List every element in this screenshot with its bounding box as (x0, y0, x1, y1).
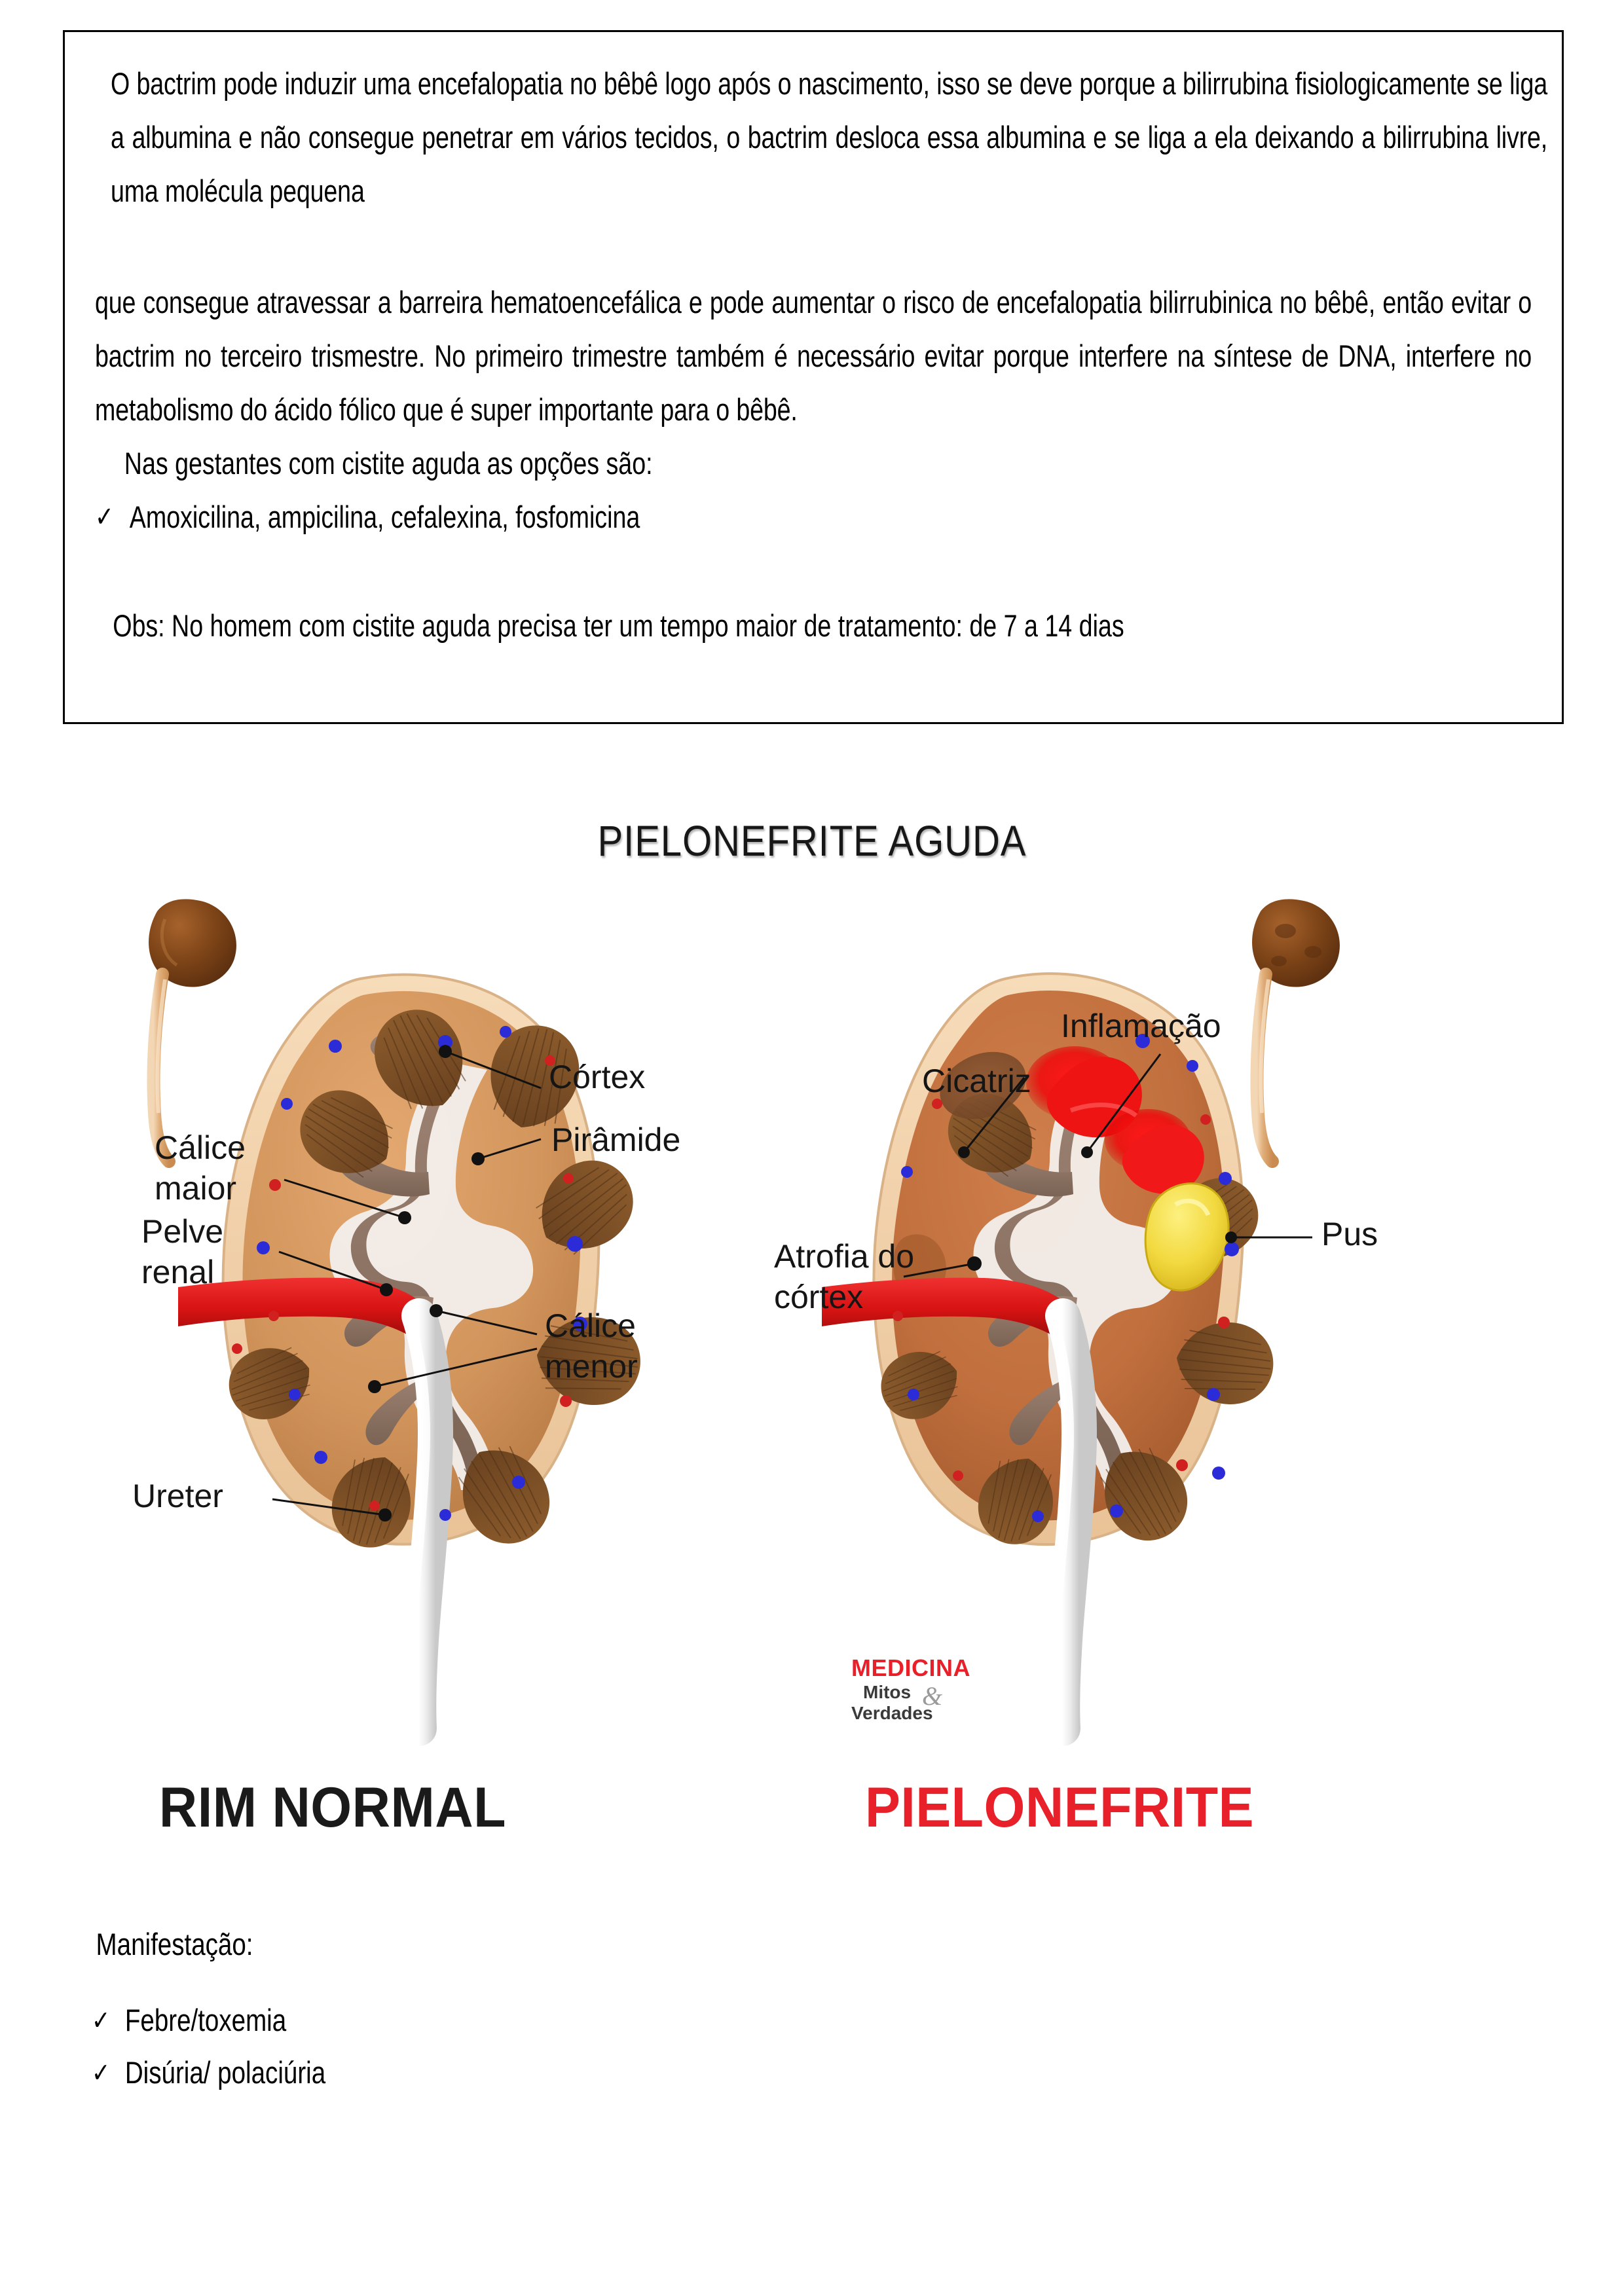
label-ureter: Ureter (132, 1478, 223, 1514)
list-item (92, 1994, 951, 2047)
label-calice-menor-line2: menor (545, 1348, 638, 1385)
obs-line-homem-cistite: Obs: No homem com cistite aguda precisa ter um tempo maior de tratamento: de 7 a 14 dias (113, 608, 1124, 643)
intro-line-gestantes: Nas gestantes com cistite aguda as opções são: (124, 446, 653, 481)
watermark-ampersand: & (922, 1681, 943, 1711)
checkmark-icon: ✓ (92, 2005, 111, 2036)
label-piramide: Pirâmide (551, 1121, 681, 1158)
label-atrofia-line1: Atrofia do (774, 1238, 915, 1275)
watermark-line-mitos: Mitos (863, 1682, 912, 1702)
label-pelve-renal-line1: Pelve (141, 1213, 224, 1250)
bullet-row-antibioticos (95, 490, 1532, 544)
paragraph-barreira-hematoencefalica: que consegue atravessar a barreira hematoencefálica e pode aumentar o risco de encefalopatia bilirrubinica no bêbê, então evitar o bactrim no terceiro trismestre. No primeiro trimestre também é necessário evitar porque interfere na síntese de DNA, interfere no metabolismo do ácido fólico que é super importante para o bêbê. (95, 285, 1532, 427)
label-inflamacao: Inflamação (1061, 1008, 1221, 1044)
medicina-watermark-logo (851, 1654, 970, 1723)
caption-rim-normal: RIM NORMAL (158, 1776, 507, 1839)
checkmark-icon: ✓ (95, 501, 114, 534)
label-atrofia-line2: córtex (774, 1279, 864, 1315)
list-item (92, 2047, 951, 2099)
label-calice-maior-line2: maior (155, 1170, 237, 1207)
watermark-line-verdades: Verdades (851, 1703, 933, 1723)
label-calice-maior-line1: Cálice (155, 1129, 246, 1166)
label-pus: Pus (1321, 1216, 1378, 1252)
manifestacao-item-label: Disúria/ polaciúria (124, 2055, 326, 2090)
label-cicatriz: Cicatriz (922, 1063, 1031, 1099)
caption-pielonefrite: PIELONEFRITE (864, 1776, 1254, 1839)
manifestacao-section (92, 1925, 1139, 2099)
label-calice-menor-line1: Cálice (545, 1307, 636, 1344)
bullet-item-antibioticos: Amoxicilina, ampicilina, cefalexina, fosfomicina (129, 500, 640, 534)
notes-text-box-inner (65, 32, 1562, 722)
watermark-line-medicina: MEDICINA (851, 1654, 970, 1681)
notes-text-box (63, 30, 1564, 724)
manifestacao-title: Manifestação: (96, 1927, 253, 1961)
kidney-comparison-figure (79, 897, 1428, 1879)
label-cortex: Córtex (549, 1059, 646, 1095)
figure-title: PIELONEFRITE AGUDA (597, 816, 1027, 865)
paragraph-bactrim-encefalopatia: O bactrim pode induzir uma encefalopatia no bêbê logo após o nascimento, isso se deve porque a bilirrubina fisiologicamente se liga a albumina e não consegue penetrar em vários tecidos, o bactrim desloca essa albumina e se liga a ela deixando a bilirrubina livre, uma molécula pequena (111, 66, 1547, 208)
label-pelve-renal-line2: renal (141, 1254, 215, 1290)
manifestacao-list (92, 1994, 1139, 2099)
manifestacao-item-label: Febre/toxemia (124, 2003, 287, 2037)
checkmark-icon: ✓ (92, 2057, 111, 2088)
